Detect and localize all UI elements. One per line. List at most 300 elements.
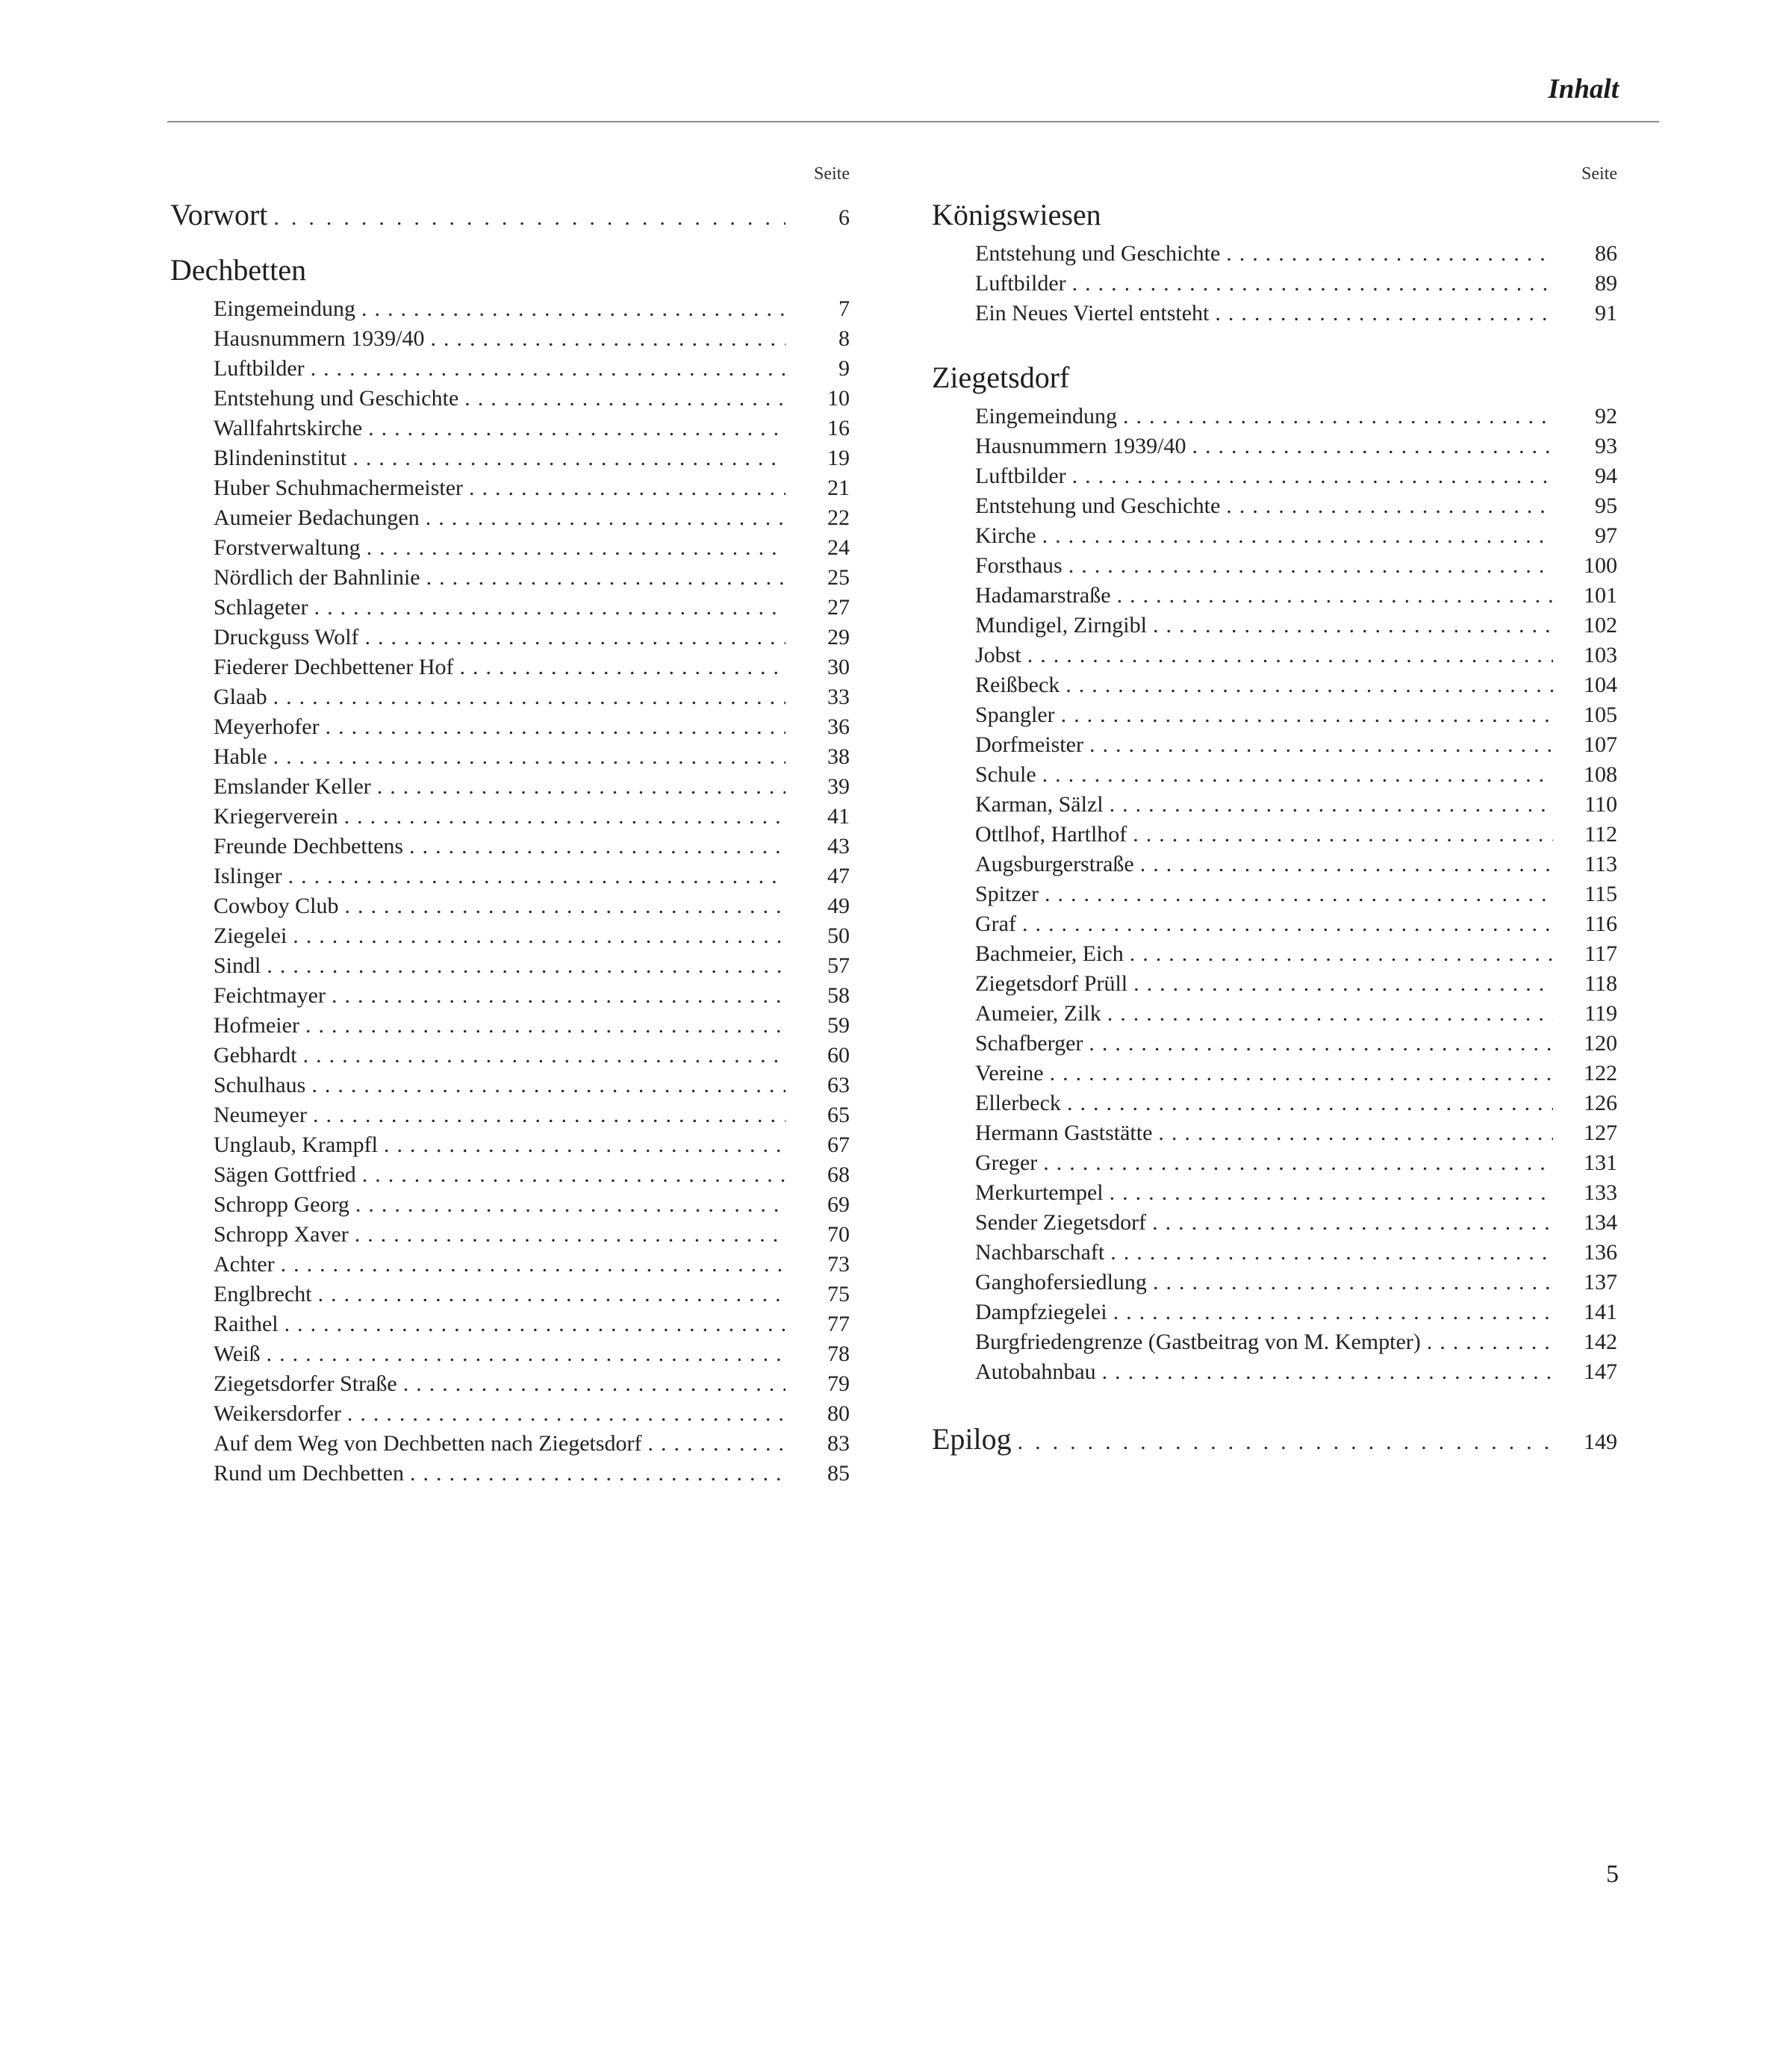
toc-entry — [170, 414, 850, 443]
entry-page-number: 141 — [1584, 1300, 1617, 1324]
toc-column-left — [170, 163, 850, 1489]
toc-entry — [932, 239, 1617, 269]
dot-leader — [305, 1011, 785, 1041]
entry-page-number: 49 — [827, 894, 850, 918]
entry-page-number: 69 — [827, 1192, 850, 1217]
entry-page-number: 47 — [827, 864, 850, 888]
dot-leader — [430, 324, 785, 354]
entry-page-number: 122 — [1584, 1061, 1617, 1085]
toc-entry — [932, 820, 1617, 850]
entry-page-number: 91 — [1595, 301, 1617, 325]
entry-title: Ziegetsdorf Prüll — [975, 971, 1128, 996]
entry-title: Wallfahrtskirche — [214, 416, 363, 440]
dot-leader — [303, 1041, 785, 1071]
dot-leader — [273, 200, 785, 236]
entry-page-number: 41 — [827, 804, 850, 829]
header-rule — [167, 121, 1659, 122]
entry-page-number: 50 — [827, 923, 850, 948]
entry-title: Schlageter — [214, 595, 308, 620]
entry-page-number: 89 — [1595, 271, 1617, 296]
dot-leader — [326, 712, 785, 742]
entry-page-number: 60 — [827, 1043, 850, 1068]
dot-leader — [313, 1100, 785, 1130]
toc-entry — [170, 197, 850, 236]
toc-entry — [170, 1041, 850, 1071]
entry-title: Dampfziegelei — [975, 1300, 1107, 1324]
toc-entry — [932, 1029, 1617, 1059]
dot-leader — [1192, 431, 1553, 461]
dot-leader — [1153, 611, 1553, 641]
entry-page-number: 102 — [1584, 613, 1617, 638]
entry-title: Luftbilder — [975, 464, 1066, 488]
dot-leader — [273, 682, 785, 712]
dot-leader — [1043, 1148, 1553, 1178]
toc-section-block — [932, 360, 1617, 1387]
toc-entry — [170, 951, 850, 981]
toc-entry — [932, 402, 1617, 431]
toc-entry — [170, 294, 850, 324]
entry-page-number: 104 — [1584, 673, 1617, 697]
entry-title: Weiß — [214, 1342, 261, 1366]
toc-entry — [170, 742, 850, 772]
entry-page-number: 117 — [1584, 941, 1617, 966]
toc-entry — [170, 712, 850, 742]
dot-leader — [344, 802, 785, 832]
entry-title: Hadamarstraße — [975, 583, 1111, 608]
dot-leader — [345, 891, 785, 921]
entry-title: Hofmeier — [214, 1013, 299, 1038]
entry-page-number: 116 — [1584, 912, 1617, 936]
entry-title: Sender Ziegetsdorf — [975, 1210, 1147, 1235]
entry-title: Freunde Dechbettens — [214, 834, 404, 859]
entry-title: Ottlhof, Hartlhof — [975, 822, 1127, 847]
dot-leader — [1102, 1357, 1553, 1387]
entry-page-number: 78 — [827, 1342, 850, 1366]
dot-leader — [1072, 269, 1553, 299]
toc-entry — [170, 324, 850, 354]
toc-entry — [932, 670, 1617, 700]
toc-entry — [932, 1059, 1617, 1088]
dot-leader — [410, 1459, 785, 1489]
entry-page-number: 119 — [1584, 1001, 1617, 1026]
entry-page-number: 9 — [839, 356, 850, 381]
entry-title: Feichtmayer — [214, 983, 326, 1008]
dot-leader — [367, 533, 785, 563]
dot-leader — [311, 354, 785, 384]
entry-page-number: 113 — [1584, 852, 1617, 876]
entry-page-number: 95 — [1595, 493, 1617, 518]
toc-entry — [932, 551, 1617, 581]
entry-title: Weikersdorfer — [214, 1401, 341, 1426]
dot-leader — [1130, 939, 1553, 969]
section-heading: Dechbetten — [170, 253, 307, 287]
toc-entry — [170, 1309, 850, 1339]
dot-leader — [1018, 1424, 1553, 1460]
entry-page-number: 97 — [1595, 523, 1617, 548]
dot-leader — [1153, 1268, 1553, 1297]
dot-leader — [267, 951, 785, 981]
entry-title: Rund um Dechbetten — [214, 1461, 404, 1486]
entry-title: Ziegelei — [214, 923, 287, 948]
entry-page-number: 58 — [827, 983, 850, 1008]
dot-leader — [267, 1339, 785, 1369]
entry-title: Kirche — [975, 523, 1036, 548]
dot-leader — [314, 593, 785, 623]
entry-page-number: 43 — [827, 834, 850, 859]
toc-entry — [932, 999, 1617, 1029]
entry-title: Huber Schuhmachermeister — [214, 476, 464, 500]
toc-entry — [932, 1327, 1617, 1357]
toc-entry — [932, 850, 1617, 879]
toc-entry — [170, 503, 850, 533]
dot-leader — [1140, 850, 1553, 879]
entry-page-number: 38 — [827, 744, 850, 769]
entry-page-number: 33 — [827, 685, 850, 709]
entry-page-number: 65 — [827, 1103, 850, 1127]
toc-major-block — [170, 197, 850, 236]
entry-title: Autobahnbau — [975, 1359, 1096, 1384]
entry-title: Schropp Xaver — [214, 1222, 349, 1247]
dot-leader — [368, 414, 785, 443]
entry-page-number: 142 — [1584, 1330, 1617, 1354]
dot-leader — [384, 1130, 785, 1160]
dot-leader — [1067, 1088, 1553, 1118]
toc-major-block — [932, 1421, 1617, 1460]
toc-entry — [932, 611, 1617, 641]
entry-page-number: 147 — [1584, 1359, 1617, 1384]
entry-title: Reißbeck — [975, 673, 1060, 697]
toc-entry — [170, 1280, 850, 1309]
entry-page-number: 8 — [839, 326, 850, 351]
toc-entry — [170, 384, 850, 414]
entry-title: Schule — [975, 762, 1036, 787]
toc-entry — [932, 790, 1617, 820]
toc-entry — [932, 969, 1617, 999]
section-entries — [932, 402, 1617, 1387]
toc-entry — [170, 1160, 850, 1190]
toc-entry — [932, 1148, 1617, 1178]
dot-leader — [403, 1369, 785, 1399]
dot-leader — [1065, 670, 1553, 700]
entry-title: Mundigel, Zirngibl — [975, 613, 1147, 638]
section-heading: Königswiesen — [932, 198, 1101, 231]
entry-page-number: 22 — [827, 505, 850, 530]
entry-page-number: 25 — [827, 565, 850, 590]
entry-title: Bachmeier, Eich — [975, 941, 1124, 966]
toc-entry — [170, 473, 850, 503]
toc-entry — [170, 1130, 850, 1160]
dot-leader — [361, 294, 785, 324]
entry-page-number: 118 — [1584, 971, 1617, 996]
entry-title: Cowboy Club — [214, 894, 339, 918]
entry-title: Hermann Gaststätte — [975, 1121, 1153, 1145]
entry-title: Druckguss Wolf — [214, 625, 359, 649]
dot-leader — [311, 1071, 785, 1100]
dot-leader — [1427, 1327, 1553, 1357]
entry-title: Entstehung und Geschichte — [975, 241, 1221, 266]
entry-page-number: 127 — [1584, 1121, 1617, 1145]
entry-page-number: 110 — [1584, 792, 1617, 817]
entry-page-number: 10 — [827, 386, 850, 411]
entry-title: Eingemeindung — [975, 404, 1117, 429]
seite-row — [170, 163, 850, 185]
entry-title: Merkurtempel — [975, 1180, 1104, 1205]
entry-page-number: 94 — [1595, 464, 1617, 488]
toc-column-right — [932, 163, 1617, 1460]
dot-leader — [1045, 879, 1553, 909]
toc-entry — [170, 563, 850, 593]
entry-title: Forstverwaltung — [214, 535, 361, 560]
toc-entry — [170, 981, 850, 1011]
page-number: 5 — [1606, 1860, 1619, 1888]
entry-page-number: 80 — [827, 1401, 850, 1426]
section-entries — [932, 239, 1617, 328]
seite-label: Seite — [814, 164, 850, 184]
dot-leader — [355, 1220, 785, 1250]
entry-page-number: 120 — [1584, 1031, 1617, 1056]
dot-leader — [332, 981, 785, 1011]
dot-leader — [273, 742, 785, 772]
entry-page-number: 131 — [1584, 1150, 1617, 1175]
toc-entry — [170, 1429, 850, 1459]
entry-page-number: 59 — [827, 1013, 850, 1038]
dot-leader — [281, 1250, 785, 1280]
entry-title: Greger — [975, 1150, 1038, 1175]
dot-leader — [1027, 641, 1553, 670]
toc-entry — [170, 443, 850, 473]
toc-entry — [932, 1088, 1617, 1118]
entry-page-number: 134 — [1584, 1210, 1617, 1235]
toc-entry — [170, 772, 850, 802]
entry-title: Epilog — [932, 1422, 1012, 1456]
dot-leader — [1215, 299, 1553, 328]
dot-leader — [1123, 402, 1553, 431]
entry-page-number: 136 — [1584, 1240, 1617, 1265]
dot-leader — [1022, 909, 1553, 939]
section-heading: Ziegetsdorf — [932, 361, 1070, 394]
entry-page-number: 73 — [827, 1252, 850, 1277]
entry-page-number: 107 — [1584, 732, 1617, 757]
entry-title: Gebhardt — [214, 1043, 297, 1068]
dot-leader — [648, 1429, 785, 1459]
entry-title: Entstehung und Geschichte — [975, 493, 1221, 518]
entry-page-number: 92 — [1595, 404, 1617, 429]
dot-leader — [352, 443, 785, 473]
entry-page-number: 16 — [827, 416, 850, 440]
entry-page-number: 70 — [827, 1222, 850, 1247]
entry-page-number: 75 — [827, 1282, 850, 1306]
seite-label: Seite — [1581, 164, 1617, 184]
page-header-title: Inhalt — [1548, 74, 1619, 105]
entry-page-number: 67 — [827, 1132, 850, 1157]
entry-title: Fiederer Dechbettener Hof — [214, 655, 454, 679]
entry-title: Forsthaus — [975, 553, 1063, 578]
toc-entry — [170, 1250, 850, 1280]
entry-title: Englbrecht — [214, 1282, 312, 1306]
dot-leader — [1152, 1208, 1553, 1238]
dot-leader — [426, 503, 785, 533]
entry-title: Eingemeindung — [214, 296, 355, 321]
entry-title: Aumeier Bedachungen — [214, 505, 420, 530]
entry-page-number: 21 — [827, 476, 850, 500]
toc-entry — [170, 1369, 850, 1399]
entry-title: Aumeier, Zilk — [975, 1001, 1101, 1026]
entry-page-number: 85 — [827, 1461, 850, 1486]
entry-page-number: 79 — [827, 1371, 850, 1396]
toc-entry — [932, 879, 1617, 909]
entry-title: Glaab — [214, 685, 267, 709]
entry-title: Graf — [975, 912, 1016, 936]
entry-page-number: 36 — [827, 714, 850, 739]
entry-title: Raithel — [214, 1312, 279, 1336]
toc-entry — [170, 354, 850, 384]
toc-entry — [170, 862, 850, 891]
entry-title: Spitzer — [975, 882, 1039, 906]
dot-leader — [284, 1309, 785, 1339]
dot-leader — [1110, 1238, 1553, 1268]
section-entries — [170, 294, 850, 1489]
toc-entry — [170, 1339, 850, 1369]
toc-entry — [932, 760, 1617, 790]
toc-entry — [932, 641, 1617, 670]
toc-entry — [932, 491, 1617, 521]
entry-page-number: 77 — [827, 1312, 850, 1336]
toc-columns — [170, 163, 1617, 1489]
entry-page-number: 126 — [1584, 1091, 1617, 1115]
dot-leader — [1226, 491, 1553, 521]
entry-title: Hausnummern 1939/40 — [214, 326, 425, 351]
toc-entry — [170, 1011, 850, 1041]
entry-title: Ziegetsdorfer Straße — [214, 1371, 397, 1396]
dot-leader — [1133, 820, 1553, 850]
toc-entry — [932, 269, 1617, 299]
dot-leader — [1117, 581, 1553, 611]
entry-title: Entstehung und Geschichte — [214, 386, 459, 411]
dot-leader — [362, 1160, 785, 1190]
entry-title: Achter — [214, 1252, 275, 1277]
entry-title: Spangler — [975, 702, 1055, 727]
entry-title: Hausnummern 1939/40 — [975, 434, 1186, 458]
toc-entry — [170, 1190, 850, 1220]
dot-leader — [464, 384, 785, 414]
entry-title: Vereine — [975, 1061, 1044, 1085]
toc-entry — [170, 1100, 850, 1130]
dot-leader — [377, 772, 785, 802]
dot-leader — [1226, 239, 1553, 269]
entry-title: Blindeninstitut — [214, 446, 347, 470]
dot-leader — [409, 832, 785, 862]
entry-page-number: 115 — [1584, 882, 1617, 906]
dot-leader — [1107, 999, 1553, 1029]
toc-entry — [170, 1459, 850, 1489]
entry-page-number: 19 — [827, 446, 850, 470]
toc-entry — [170, 891, 850, 921]
entry-title: Augsburgerstraße — [975, 852, 1134, 876]
entry-page-number: 149 — [1584, 1430, 1617, 1454]
dot-leader — [469, 473, 785, 503]
toc-entry — [932, 1208, 1617, 1238]
entry-page-number: 103 — [1584, 643, 1617, 667]
entry-title: Karman, Sälzl — [975, 792, 1104, 817]
entry-title: Burgfriedengrenze (Gastbeitrag von M. Kempter) — [975, 1330, 1421, 1354]
entry-page-number: 6 — [839, 205, 850, 230]
entry-title: Schropp Georg — [214, 1192, 349, 1217]
entry-title: Ganghofersiedlung — [975, 1270, 1147, 1294]
entry-title: Nachbarschaft — [975, 1240, 1105, 1265]
toc-entry — [170, 623, 850, 652]
toc-entry — [932, 1178, 1617, 1208]
dot-leader — [1068, 551, 1553, 581]
entry-title: Ellerbeck — [975, 1091, 1061, 1115]
entry-title: Auf dem Weg von Dechbetten nach Ziegetsdorf — [214, 1431, 642, 1456]
dot-leader — [1089, 730, 1553, 760]
dot-leader — [1133, 969, 1553, 999]
toc-entry — [170, 652, 850, 682]
toc-entry — [932, 700, 1617, 730]
toc-entry — [170, 593, 850, 623]
entry-title: Islinger — [214, 864, 282, 888]
dot-leader — [1158, 1118, 1553, 1148]
toc-entry — [170, 832, 850, 862]
entry-page-number: 39 — [827, 774, 850, 799]
entry-page-number: 101 — [1584, 583, 1617, 608]
entry-page-number: 137 — [1584, 1270, 1617, 1294]
toc-entry — [170, 682, 850, 712]
entry-page-number: 100 — [1584, 553, 1617, 578]
entry-page-number: 29 — [827, 625, 850, 649]
entry-title: Unglaub, Krampfl — [214, 1132, 378, 1157]
entry-page-number: 7 — [839, 296, 850, 321]
seite-row — [932, 163, 1617, 185]
toc-entry — [932, 1357, 1617, 1387]
entry-title: Dorfmeister — [975, 732, 1083, 757]
entry-page-number: 108 — [1584, 762, 1617, 787]
entry-title: Nördlich der Bahnlinie — [214, 565, 420, 590]
entry-title: Neumeyer — [214, 1103, 307, 1127]
toc-section-block — [932, 197, 1617, 328]
entry-title: Hable — [214, 744, 267, 769]
entry-title: Meyerhofer — [214, 714, 320, 739]
toc-entry — [932, 1238, 1617, 1268]
dot-leader — [347, 1399, 785, 1429]
dot-leader — [1072, 461, 1553, 491]
dot-leader — [1050, 1059, 1553, 1088]
dot-leader — [1113, 1297, 1553, 1327]
toc-entry — [932, 461, 1617, 491]
entry-title: Luftbilder — [975, 271, 1066, 296]
entry-page-number: 24 — [827, 535, 850, 560]
entry-page-number: 133 — [1584, 1180, 1617, 1205]
toc-section-block — [170, 252, 850, 1489]
toc-entry — [170, 533, 850, 563]
dot-leader — [1061, 700, 1553, 730]
toc-entry — [170, 1071, 850, 1100]
entry-page-number: 63 — [827, 1073, 850, 1097]
dot-leader — [365, 623, 785, 652]
toc-entry — [932, 1421, 1617, 1460]
dot-leader — [1089, 1029, 1553, 1059]
toc-entry — [932, 581, 1617, 611]
entry-page-number: 57 — [827, 953, 850, 978]
entry-title: Schulhaus — [214, 1073, 306, 1097]
entry-title: Emslander Keller — [214, 774, 371, 799]
entry-title: Sindl — [214, 953, 261, 978]
entry-title: Luftbilder — [214, 356, 305, 381]
toc-entry — [170, 1399, 850, 1429]
dot-leader — [355, 1190, 785, 1220]
dot-leader — [318, 1280, 785, 1309]
dot-leader — [1110, 1178, 1553, 1208]
